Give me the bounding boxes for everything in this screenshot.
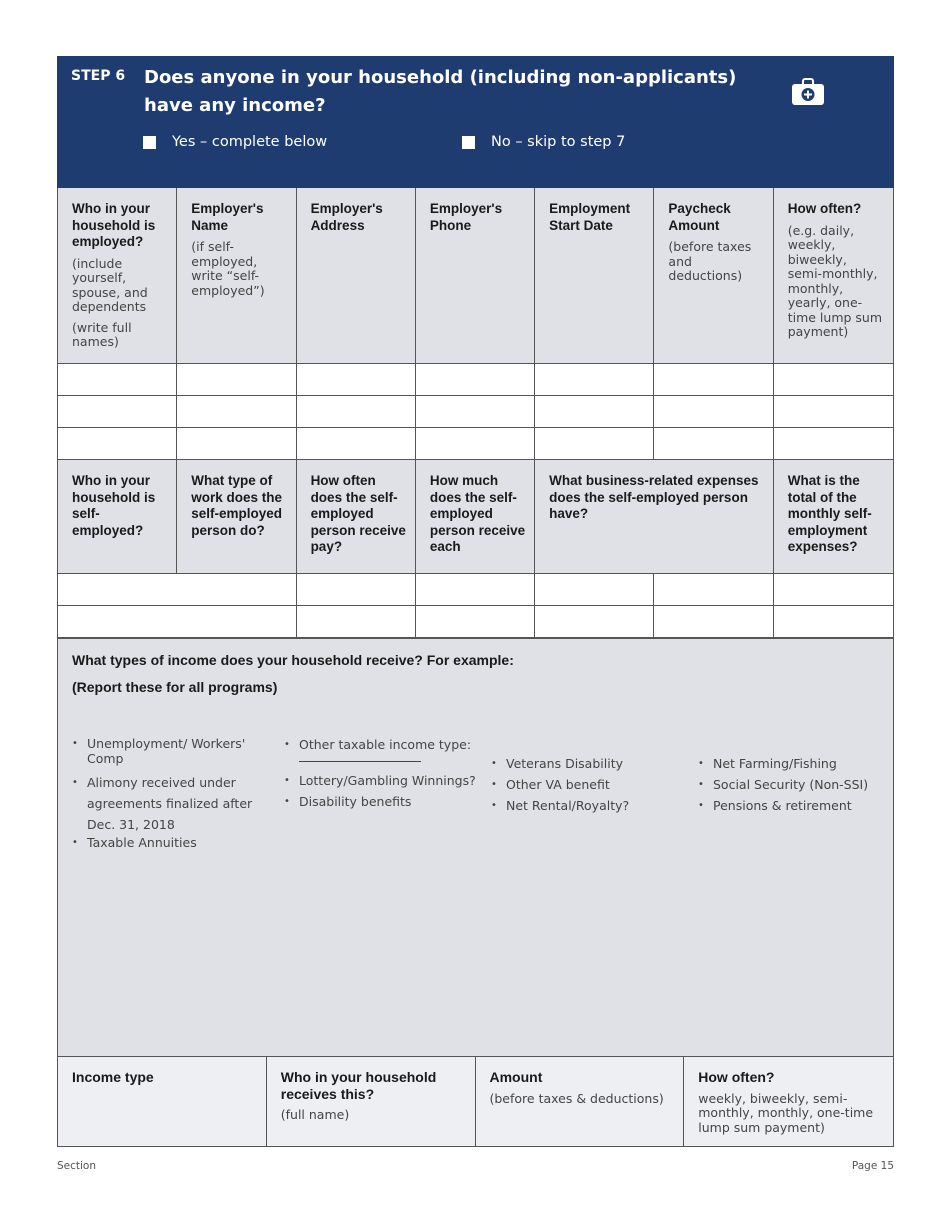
entry-cell[interactable] xyxy=(774,574,893,606)
yes-checkbox[interactable] xyxy=(143,136,156,149)
income-types-list-2 xyxy=(284,737,484,815)
header-cell xyxy=(684,1057,893,1146)
list-item xyxy=(284,737,484,762)
entry-cell[interactable] xyxy=(535,606,654,638)
header-cell xyxy=(177,188,296,364)
header-title: How often? xyxy=(787,201,862,216)
entry-cell[interactable] xyxy=(58,364,177,396)
income-table xyxy=(57,1057,894,1147)
no-checkbox[interactable] xyxy=(462,136,475,149)
footer-section: Section xyxy=(57,1160,97,1172)
list-item: • Pensions & retirement xyxy=(698,798,888,814)
fill-in-blank[interactable] xyxy=(299,753,421,762)
header-title: Who in your household is employed? xyxy=(72,201,156,249)
header-sub: (before taxes and deductions) xyxy=(668,239,752,283)
income-types-list-3 xyxy=(491,756,691,819)
income-types-list-1 xyxy=(72,736,272,856)
self-employment-table xyxy=(57,460,894,638)
header-cell xyxy=(297,460,416,574)
list-item: • Social Security (Non-SSI) xyxy=(698,777,888,793)
step-question: Does anyone in your household (including non-applicants) have any income? xyxy=(144,67,737,116)
header-cell xyxy=(416,188,535,364)
header-cell xyxy=(177,460,296,574)
header-cell xyxy=(654,188,773,364)
header-sub: weekly, biweekly, semi-monthly, monthly, one-time lump sum payment) xyxy=(698,1090,874,1135)
header-title: Employer's Phone xyxy=(429,201,503,233)
list-item: • Net Rental/Royalty? xyxy=(491,798,691,814)
step-6-header xyxy=(57,56,894,188)
entry-cell[interactable] xyxy=(297,396,416,428)
header-sub: (write full names) xyxy=(72,319,132,349)
header-cell xyxy=(774,460,893,574)
list-item: • Lottery/Gambling Winnings? xyxy=(284,773,484,789)
yes-label: Yes – complete below xyxy=(172,134,328,150)
header-cell xyxy=(476,1057,685,1146)
entry-cell[interactable] xyxy=(416,396,535,428)
header-title: Who in your household is self-employed? xyxy=(72,473,156,538)
header-title: Income type xyxy=(72,1069,154,1085)
list-item: • Disability benefits xyxy=(284,794,484,810)
list-item: • Other VA benefit xyxy=(491,777,691,793)
header-title: How often? xyxy=(698,1069,775,1085)
header-title: Who in your household receives this? xyxy=(280,1069,437,1102)
list-item: • Alimony received under agreements finalized after Dec. 31, 2018 xyxy=(72,772,272,835)
list-item-text: Other taxable income type: xyxy=(299,737,472,752)
entry-cell[interactable] xyxy=(177,606,296,638)
entry-cell[interactable] xyxy=(177,364,296,396)
entry-cell[interactable] xyxy=(535,428,654,460)
entry-cell[interactable] xyxy=(774,428,893,460)
employment-table xyxy=(57,188,894,460)
entry-cell[interactable] xyxy=(297,428,416,460)
option-yes[interactable] xyxy=(143,134,327,150)
entry-cell[interactable] xyxy=(177,396,296,428)
header-cell xyxy=(297,188,416,364)
income-types-question: What types of income does your household receive? For example: xyxy=(72,652,514,668)
income-types-list-4 xyxy=(698,756,888,819)
entry-cell[interactable] xyxy=(654,428,773,460)
header-title: Employer's Name xyxy=(191,201,264,233)
entry-cell[interactable] xyxy=(177,428,296,460)
header-cell xyxy=(774,188,893,364)
entry-cell[interactable] xyxy=(58,606,177,638)
entry-cell[interactable] xyxy=(654,364,773,396)
list-item: • Veterans Disability xyxy=(491,756,691,772)
income-types-panel xyxy=(57,638,894,1057)
list-item: • Net Farming/Fishing xyxy=(698,756,888,772)
header-title: What business-related expenses does the self-employed person have? xyxy=(549,473,759,521)
entry-cell[interactable] xyxy=(654,574,773,606)
entry-cell[interactable] xyxy=(297,574,416,606)
header-title: Amount xyxy=(489,1069,543,1085)
header-title: What is the total of the monthly self-employment expenses? xyxy=(787,473,872,554)
entry-cell[interactable] xyxy=(774,606,893,638)
entry-cell[interactable] xyxy=(535,364,654,396)
entry-cell[interactable] xyxy=(177,574,296,606)
entry-cell[interactable] xyxy=(58,428,177,460)
header-cell xyxy=(267,1057,476,1146)
entry-cell[interactable] xyxy=(416,606,535,638)
option-no[interactable] xyxy=(462,134,625,150)
header-cell xyxy=(58,460,177,574)
entry-cell[interactable] xyxy=(416,364,535,396)
header-cell xyxy=(58,1057,267,1146)
page-number: Page 15 xyxy=(851,1160,894,1172)
no-label: No – skip to step 7 xyxy=(491,134,626,150)
entry-cell[interactable] xyxy=(535,574,654,606)
entry-cell[interactable] xyxy=(416,428,535,460)
entry-cell[interactable] xyxy=(535,396,654,428)
header-title: Employer's Address xyxy=(310,201,383,233)
header-title: How much does the self-employed person receive each xyxy=(429,473,526,554)
header-cell xyxy=(58,188,177,364)
header-sub: (before taxes & deductions) xyxy=(489,1090,664,1106)
list-item: • Unemployment/ Workers' Comp xyxy=(72,736,272,766)
header-title: What type of work does the self-employed person do? xyxy=(191,473,283,538)
first-aid-kit-icon xyxy=(791,78,825,106)
header-cell xyxy=(535,460,774,574)
income-types-note: (Report these for all programs) xyxy=(72,679,278,695)
step-label: STEP 6 xyxy=(71,68,126,84)
header-title: How often does the self-employed person receive pay? xyxy=(310,473,406,554)
entry-cell[interactable] xyxy=(297,606,416,638)
entry-cell[interactable] xyxy=(58,396,177,428)
entry-cell[interactable] xyxy=(774,364,893,396)
header-cell xyxy=(535,188,654,364)
entry-cell[interactable] xyxy=(654,606,773,638)
entry-cell[interactable] xyxy=(58,574,177,606)
entry-cell[interactable] xyxy=(416,574,535,606)
header-sub: (if self-employed, write “self-employed”) xyxy=(191,239,265,298)
header-sub: (e.g. daily, weekly, biweekly, semi-monthly, monthly, yearly, one-time lump sum payment) xyxy=(787,222,883,339)
header-title: Paycheck Amount xyxy=(668,201,731,233)
header-title: Employment Start Date xyxy=(549,201,631,233)
header-sub: (full name) xyxy=(280,1107,350,1122)
entry-cell[interactable] xyxy=(297,364,416,396)
entry-cell[interactable] xyxy=(654,396,773,428)
entry-cell[interactable] xyxy=(774,396,893,428)
header-cell xyxy=(416,460,535,574)
header-sub: (include yourself, spouse, and dependents xyxy=(72,255,148,314)
list-item: • Taxable Annuities xyxy=(72,835,272,850)
